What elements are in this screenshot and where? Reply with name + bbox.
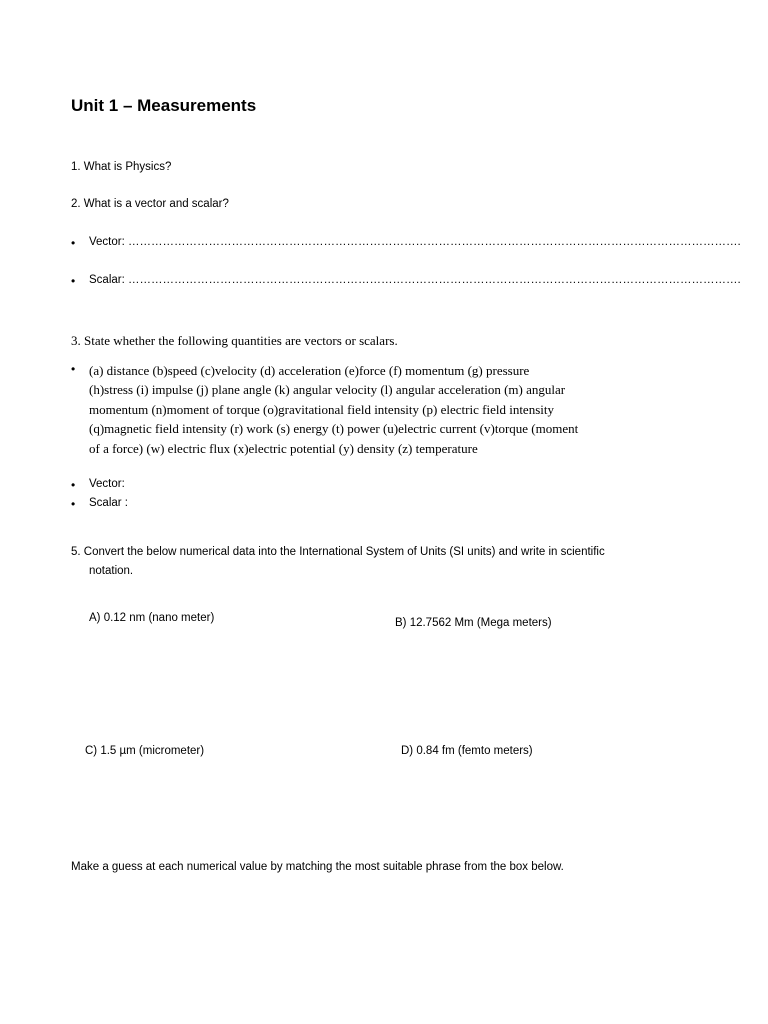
page-title: Unit 1 – Measurements bbox=[71, 96, 257, 115]
quantities-list-line: (a) distance (b)speed (c)velocity (d) acceleration (e)force (f) momentum (g) pressure bbox=[89, 363, 530, 378]
vector-answer-label: Vector: bbox=[89, 478, 125, 490]
bullet-icon: • bbox=[71, 478, 76, 492]
part-d: D) 0.84 fm (femto meters) bbox=[401, 745, 533, 757]
bullet-icon: • bbox=[71, 362, 76, 376]
guess-instruction: Make a guess at each numerical value by matching the most suitable phrase from the box below. bbox=[71, 861, 564, 873]
part-a: A) 0.12 nm (nano meter) bbox=[89, 612, 215, 624]
bullet-icon: • bbox=[71, 274, 76, 288]
question-3: 3. State whether the following quantities are vectors or scalars. bbox=[71, 333, 398, 348]
quantities-list bbox=[89, 361, 701, 458]
question-2: 2. What is a vector and scalar? bbox=[71, 198, 229, 210]
question-1: 1. What is Physics? bbox=[71, 161, 172, 173]
bullet-icon: • bbox=[71, 497, 76, 511]
quantities-list-line: (h)stress (i) impulse (j) plane angle (k) angular velocity (l) angular acceleration (m) angular bbox=[89, 382, 566, 398]
part-b: B) 12.7562 Mm (Mega meters) bbox=[395, 617, 552, 629]
quantities-list-line: (q)magnetic field intensity (r) work (s) energy (t) power (u)electric current (v)torque (moment bbox=[89, 421, 579, 437]
part-c: C) 1.5 µm (micrometer) bbox=[85, 745, 205, 757]
scalar-answer-line: Scalar: ……………………………………………………………………………………………………………………………………………. bbox=[89, 274, 741, 286]
quantities-list-line: of a force) (w) electric flux (x)electric potential (y) density (z) temperature bbox=[89, 440, 478, 456]
quantities-list-line: momentum (n)moment of torque (o)gravitational field intensity (p) electric field intensity bbox=[89, 401, 554, 417]
vector-answer-line: Vector: ……………………………………………………………………………………………………………………………………………. bbox=[89, 236, 741, 248]
scalar-answer-label: Scalar : bbox=[89, 497, 128, 509]
bullet-icon: • bbox=[71, 236, 76, 250]
question-5-continued: notation. bbox=[89, 565, 134, 577]
question-5: 5. Convert the below numerical data into the International System of Units (SI units) and write in scientific bbox=[71, 546, 605, 558]
